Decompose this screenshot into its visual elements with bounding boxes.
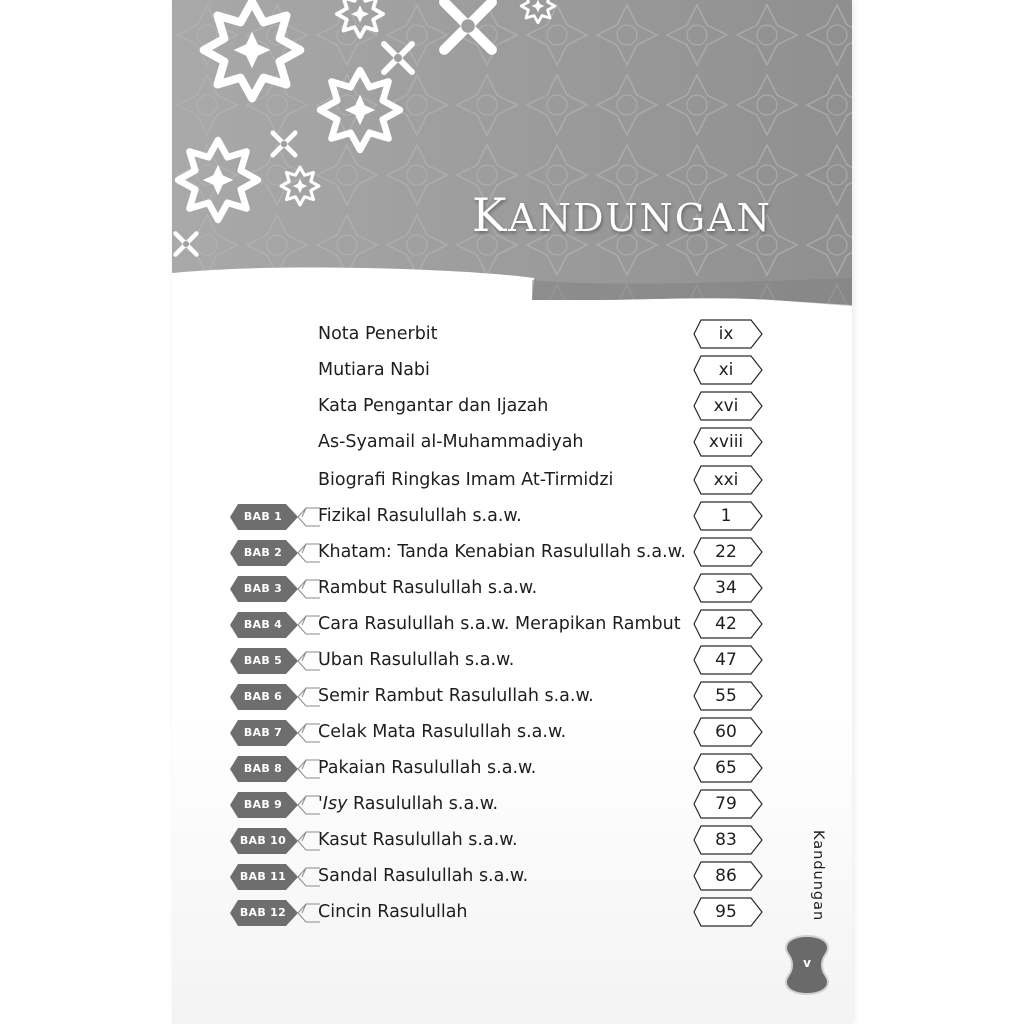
toc-page-number: 55 xyxy=(715,686,737,706)
toc-entry xyxy=(172,752,852,786)
toc-entry xyxy=(172,716,852,750)
toc-entry xyxy=(172,680,852,714)
toc-entry-label xyxy=(318,432,584,452)
toc-entry-label-text: Cincin Rasulullah xyxy=(318,902,468,922)
toc-entry xyxy=(172,354,852,388)
toc-entry-label-text: Kata Pengantar dan Ijazah xyxy=(318,396,549,416)
toc-entry-label xyxy=(318,722,566,742)
toc-entry-label-text: Celak Mata Rasulullah s.a.w. xyxy=(318,722,567,742)
page-title xyxy=(472,188,792,242)
toc-page-box xyxy=(693,465,763,495)
toc-page-box xyxy=(693,789,763,819)
toc-page-number: xi xyxy=(718,360,734,380)
toc-entry xyxy=(172,464,852,498)
chapter-tag xyxy=(228,574,320,604)
chapter-tag-label: BAB 3 xyxy=(243,582,283,595)
chapter-tag xyxy=(228,502,320,532)
toc-page-box xyxy=(693,861,763,891)
chapter-tag-label: BAB 4 xyxy=(243,618,283,631)
toc-entry-label xyxy=(318,794,498,814)
toc-page-box xyxy=(693,501,763,531)
side-running-label: Kandungan xyxy=(810,830,826,922)
toc-entry-label-text: Kasut Rasulullah s.a.w. xyxy=(318,830,518,850)
toc-entry-label-text: Biografi Ringkas Imam At-Tirmidzi xyxy=(318,470,614,490)
toc-entry xyxy=(172,860,852,894)
chapter-tag xyxy=(228,826,320,856)
chapter-tag xyxy=(228,646,320,676)
toc-entry-label-text: Uban Rasulullah s.a.w. xyxy=(318,650,515,670)
toc-page-box xyxy=(693,427,763,457)
toc-entry xyxy=(172,536,852,570)
toc-page-box xyxy=(693,645,763,675)
toc-entry-label xyxy=(318,650,514,670)
toc-entry-label xyxy=(318,360,430,380)
toc-entry-label xyxy=(318,396,548,416)
chapter-tag xyxy=(228,538,320,568)
toc-entry-label-text: Pakaian Rasulullah s.a.w. xyxy=(318,758,537,778)
toc-page-box xyxy=(693,573,763,603)
toc-page-number: 60 xyxy=(715,722,737,742)
toc-page-number: 79 xyxy=(715,794,737,814)
chapter-tag xyxy=(228,718,320,748)
chapter-tag-label: BAB 7 xyxy=(243,726,283,739)
toc-page-box xyxy=(693,753,763,783)
chapter-tag xyxy=(228,610,320,640)
toc-page-number: 34 xyxy=(715,578,737,598)
page-number-badge xyxy=(780,934,834,996)
toc-page-number: 42 xyxy=(715,614,737,634)
toc-entry xyxy=(172,390,852,424)
toc-entry-label xyxy=(318,902,468,922)
toc-page-number: 47 xyxy=(715,650,737,670)
chapter-tag xyxy=(228,754,320,784)
page-title-text: KANDUNGAN xyxy=(472,188,772,242)
toc-page-number: ix xyxy=(718,324,734,344)
toc-page-box xyxy=(693,897,763,927)
chapter-tag-label: BAB 10 xyxy=(239,834,287,847)
toc-entry-label-italic: 'Isy xyxy=(318,794,348,814)
toc-entry xyxy=(172,644,852,678)
toc-entry-label-text: Mutiara Nabi xyxy=(318,360,430,380)
chapter-tag-label: BAB 9 xyxy=(243,798,283,811)
chapter-tag xyxy=(228,862,320,892)
toc-entry-label xyxy=(318,866,528,886)
chapter-tag-label: BAB 12 xyxy=(239,906,287,919)
toc-entry-label xyxy=(318,686,594,706)
toc-entry-label xyxy=(318,614,681,634)
toc-page-box xyxy=(693,609,763,639)
toc-entry-label-text: Fizikal Rasulullah s.a.w. xyxy=(318,506,522,526)
toc-page-box xyxy=(693,319,763,349)
page-number: v xyxy=(803,956,811,970)
toc-entry-label-text: Nota Penerbit xyxy=(318,324,438,344)
chapter-tag xyxy=(228,682,320,712)
toc-entry-label-text: Rambut Rasulullah s.a.w. xyxy=(318,578,538,598)
book-page xyxy=(172,0,852,1024)
chapter-tag-label: BAB 6 xyxy=(243,690,283,703)
toc-entry-label-text: Khatam: Tanda Kenabian Rasulullah s.a.w. xyxy=(318,542,686,562)
toc-entry-label xyxy=(318,578,537,598)
toc-page-number: xviii xyxy=(708,432,744,452)
toc-page-box xyxy=(693,717,763,747)
toc-entry xyxy=(172,608,852,642)
toc-entry-label xyxy=(318,324,438,344)
toc-entry xyxy=(172,500,852,534)
toc-entry xyxy=(172,426,852,460)
toc-page-number: 65 xyxy=(715,758,737,778)
toc-page-number: xvi xyxy=(713,396,739,416)
toc-entry-label xyxy=(318,758,536,778)
toc-entry-label-text: Rasulullah s.a.w. xyxy=(347,794,499,814)
toc-page-number: 86 xyxy=(715,866,737,886)
toc-page-box xyxy=(693,355,763,385)
toc-entry xyxy=(172,572,852,606)
toc-entry xyxy=(172,788,852,822)
toc-page-box xyxy=(693,681,763,711)
toc-entry xyxy=(172,896,852,930)
header-ornament-band xyxy=(172,0,852,330)
chapter-tag-label: BAB 11 xyxy=(239,870,287,883)
toc-entry-label xyxy=(318,470,613,490)
toc-page-number: 83 xyxy=(715,830,737,850)
toc-page-number: xxi xyxy=(713,470,739,490)
chapter-tag xyxy=(228,790,320,820)
chapter-tag-label: BAB 1 xyxy=(243,510,283,523)
chapter-tag-label: BAB 2 xyxy=(243,546,283,559)
toc-entry-label-text: Cara Rasulullah s.a.w. Merapikan Rambut xyxy=(318,614,681,634)
toc-page-number: 22 xyxy=(715,542,737,562)
toc-page-box xyxy=(693,825,763,855)
toc-entry-label xyxy=(318,830,518,850)
toc-entry-label-text: Semir Rambut Rasulullah s.a.w. xyxy=(318,686,594,706)
toc-page-number: 1 xyxy=(720,506,732,526)
toc-entry xyxy=(172,824,852,858)
chapter-tag xyxy=(228,898,320,928)
toc-entry xyxy=(172,318,852,352)
toc-page-number: 95 xyxy=(715,902,737,922)
toc-entry-label-text: As-Syamail al-Muhammadiyah xyxy=(318,432,584,452)
toc-entry-label-text: Sandal Rasulullah s.a.w. xyxy=(318,866,529,886)
chapter-tag-label: BAB 8 xyxy=(243,762,283,775)
chapter-tag-label: BAB 5 xyxy=(243,654,283,667)
toc-page-box xyxy=(693,537,763,567)
toc-entry-label xyxy=(318,542,686,562)
toc-page-box xyxy=(693,391,763,421)
toc-entry-label xyxy=(318,506,522,526)
